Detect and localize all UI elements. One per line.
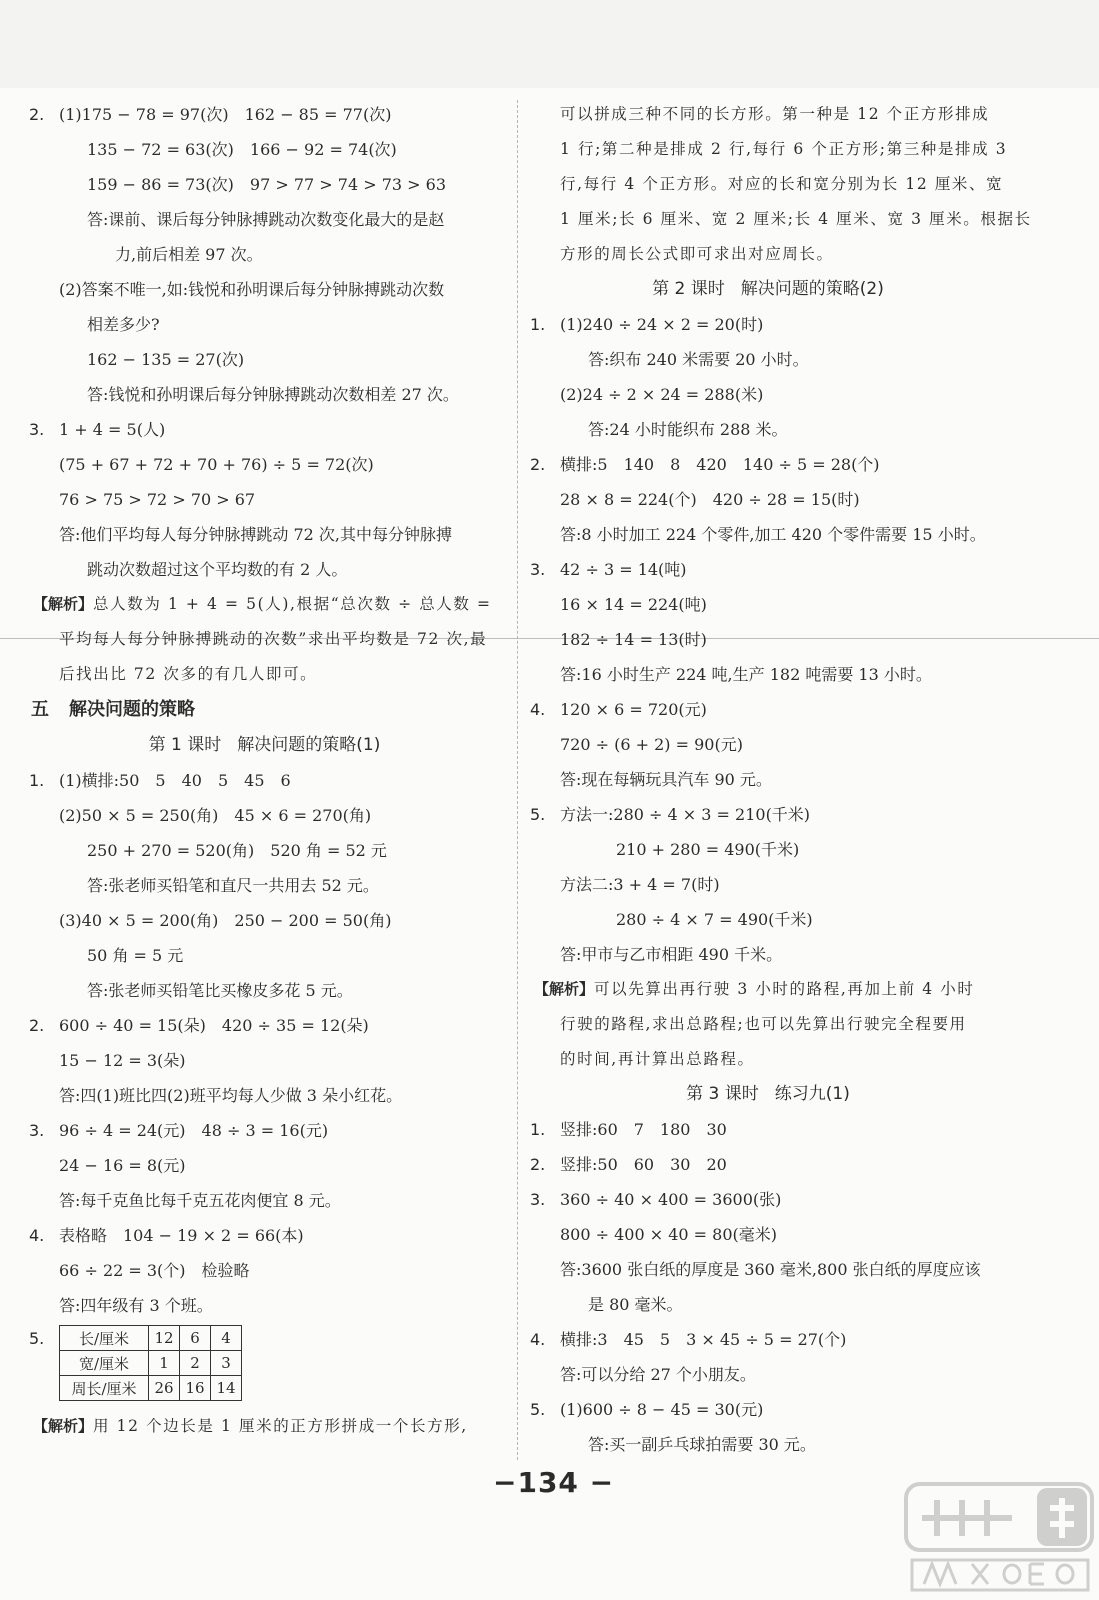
analysis-text: 后找出比 72 次多的有几人即可。 <box>59 665 318 683</box>
problem-line <box>528 1147 1008 1182</box>
answer-line <box>27 1078 502 1113</box>
line-text: 答:张老师买铅笔和直尺一共用去 52 元。 <box>87 876 379 895</box>
line-text: 答:张老师买铅笔比买橡皮多花 5 元。 <box>87 981 353 1000</box>
problem-line <box>528 447 1008 482</box>
answer-line <box>528 937 1008 972</box>
lesson-title <box>528 1077 1008 1112</box>
problem-line <box>528 1112 1008 1147</box>
answer-line <box>528 412 1008 447</box>
line-text: 135 − 72 = 63(次) 166 − 92 = 74(次) <box>87 140 397 159</box>
lesson-name: 解决问题的策略(1) <box>237 735 381 755</box>
analysis-text: 可以先算出再行驶 3 小时的路程,再加上前 4 小时 <box>594 980 975 998</box>
page-top-margin <box>0 0 1099 88</box>
problem-line <box>528 1182 1008 1217</box>
problem-number: 4. <box>29 1226 45 1245</box>
problem-number: 5. <box>530 805 546 824</box>
problem-number: 2. <box>530 455 546 474</box>
line-text: 竖排:60 7 180 30 <box>560 1120 727 1139</box>
table-cell: 4 <box>211 1326 242 1351</box>
line-text: (1)横排:50 5 40 5 45 6 <box>59 771 291 790</box>
table-row <box>60 1326 242 1351</box>
problem-line <box>27 412 502 447</box>
analysis-text: 的时间,再计算出总路程。 <box>560 1050 755 1068</box>
line-text: 28 × 8 = 224(个) 420 ÷ 28 = 15(时) <box>560 490 860 509</box>
line-text: 50 角 = 5 元 <box>87 946 184 965</box>
problem-line <box>27 97 502 132</box>
answer-line <box>528 342 1008 377</box>
answer-line <box>27 1253 502 1288</box>
section-title-text: 解决问题的策略 <box>69 699 195 720</box>
lesson-title <box>528 272 1008 307</box>
line-text: (1)600 ÷ 8 − 45 = 30(元) <box>560 1400 764 1419</box>
table-header-cell: 周长/厘米 <box>60 1376 149 1401</box>
analysis-text: 用 12 个边长是 1 厘米的正方形拼成一个长方形, <box>93 1417 468 1435</box>
line-text: 答:织布 240 米需要 20 小时。 <box>588 350 809 369</box>
answer-line <box>27 938 502 973</box>
line-text: 76 > 75 > 72 > 70 > 67 <box>59 490 256 509</box>
problem-line <box>528 797 1008 832</box>
answer-line <box>27 833 502 868</box>
problem-number: 2. <box>29 1016 45 1035</box>
analysis-line <box>528 237 1008 272</box>
analysis-line <box>528 1042 1008 1077</box>
analysis-line <box>27 657 502 692</box>
analysis-tag: 【解析】 <box>33 595 94 613</box>
analysis-line <box>528 1007 1008 1042</box>
answer-line <box>27 517 502 552</box>
answer-line <box>27 798 502 833</box>
line-text: 15 − 12 = 3(朵) <box>59 1051 186 1070</box>
problem-line <box>27 1218 502 1253</box>
perimeter-table <box>59 1325 242 1401</box>
answer-line <box>27 342 502 377</box>
problem-line <box>528 1322 1008 1357</box>
analysis-text: 1 行;第二种是排成 2 行,每行 6 个正方形;第三种是排成 3 <box>560 140 1008 158</box>
answer-line <box>528 1217 1008 1252</box>
line-text: (75 + 67 + 72 + 70 + 76) ÷ 5 = 72(次) <box>59 455 374 474</box>
problem-line <box>27 1113 502 1148</box>
line-text: 答:24 小时能织布 288 米。 <box>588 420 788 439</box>
line-text: 答:课前、课后每分钟脉搏跳动次数变化最大的是赵 <box>87 210 445 229</box>
line-text: (3)40 × 5 = 200(角) 250 − 200 = 50(角) <box>59 911 392 930</box>
answer-line <box>27 272 502 307</box>
analysis-line <box>27 622 502 657</box>
line-text: 159 − 86 = 73(次) 97 > 77 > 74 > 73 > 63 <box>87 175 447 194</box>
analysis-text: 1 厘米;长 6 厘米、宽 2 厘米;长 4 厘米、宽 3 厘米。根据长 <box>560 210 1032 228</box>
line-text: (2)答案不唯一,如:钱悦和孙明课后每分钟脉搏跳动次数 <box>59 280 445 299</box>
line-text: 250 + 270 = 520(角) 520 角 = 52 元 <box>87 841 387 860</box>
answer-line <box>27 132 502 167</box>
answer-line <box>27 307 502 342</box>
analysis-line <box>528 132 1008 167</box>
line-text: (2)24 ÷ 2 × 24 = 288(米) <box>560 385 764 404</box>
watermark-logo <box>902 1478 1097 1596</box>
problem-number: 4. <box>530 1330 546 1349</box>
answer-line <box>27 1043 502 1078</box>
section-number: 五 <box>31 699 49 720</box>
table-header-cell: 长/厘米 <box>60 1326 149 1351</box>
line-text: 是 80 毫米。 <box>588 1295 683 1314</box>
line-text: 竖排:50 60 30 20 <box>560 1155 727 1174</box>
line-text: 答:四(1)班比四(2)班平均每人少做 3 朵小红花。 <box>59 1086 403 1105</box>
answer-line <box>27 973 502 1008</box>
lesson-name: 解决问题的策略(2) <box>740 279 884 299</box>
line-text: 600 ÷ 40 = 15(朵) 420 ÷ 35 = 12(朵) <box>59 1016 369 1035</box>
table-cell: 3 <box>211 1351 242 1376</box>
line-text: 答:甲市与乙市相距 490 千米。 <box>560 945 783 964</box>
line-text: 16 × 14 = 224(吨) <box>560 595 707 614</box>
line-text: 360 ÷ 40 × 400 = 3600(张) <box>560 1190 782 1209</box>
line-text: 答:可以分给 27 个小朋友。 <box>560 1365 756 1384</box>
line-text: 力,前后相差 97 次。 <box>115 245 263 264</box>
table-row <box>60 1376 242 1401</box>
analysis-text: 平均每人每分钟脉搏跳动的次数”求出平均数是 72 次,最 <box>59 630 488 648</box>
answer-line <box>27 552 502 587</box>
answer-line <box>27 903 502 938</box>
line-text: 表格略 104 − 19 × 2 = 66(本) <box>59 1226 304 1245</box>
line-text: 1 + 4 = 5(人) <box>59 420 166 439</box>
line-text: (1)175 − 78 = 97(次) 162 − 85 = 77(次) <box>59 105 392 124</box>
answer-line <box>528 762 1008 797</box>
line-text: 答:3600 张白纸的厚度是 360 毫米,800 张白纸的厚度应该 <box>560 1260 981 1279</box>
line-text: 答:每千克鱼比每千克五花肉便宜 8 元。 <box>59 1191 341 1210</box>
problem-number: 1. <box>530 315 546 334</box>
analysis-tag: 【解析】 <box>33 1417 94 1435</box>
problem-line <box>528 307 1008 342</box>
table-row <box>60 1351 242 1376</box>
analysis-text: 方形的周长公式即可求出对应周长。 <box>560 245 834 263</box>
analysis-text: 行,每行 4 个正方形。对应的长和宽分别为长 12 厘米、宽 <box>560 175 1004 193</box>
answer-line <box>528 1427 1008 1462</box>
line-text: 96 ÷ 4 = 24(元) 48 ÷ 3 = 16(元) <box>59 1121 329 1140</box>
line-text: 答:现在每辆玩具汽车 90 元。 <box>560 770 772 789</box>
table-cell: 6 <box>180 1326 211 1351</box>
answer-line <box>27 237 502 272</box>
lesson-number: 第 3 课时 <box>686 1084 759 1104</box>
answer-line <box>27 1288 502 1323</box>
table-cell: 1 <box>149 1351 180 1376</box>
line-text: 182 ÷ 14 = 13(时) <box>560 630 707 649</box>
line-text: 方法一:280 ÷ 4 × 3 = 210(千米) <box>560 805 811 824</box>
answer-line <box>528 657 1008 692</box>
line-text: 280 ÷ 4 × 7 = 490(千米) <box>616 910 813 929</box>
analysis-line <box>27 587 502 622</box>
answer-line <box>27 1148 502 1183</box>
right-column <box>528 97 1032 1462</box>
line-text: 720 ÷ (6 + 2) = 90(元) <box>560 735 743 754</box>
line-text: 答:16 小时生产 224 吨,生产 182 吨需要 13 小时。 <box>560 665 932 684</box>
answer-line <box>528 1287 1008 1322</box>
column-divider <box>517 100 518 1460</box>
answer-line <box>27 167 502 202</box>
left-column <box>27 97 502 1444</box>
problem-line <box>528 692 1008 727</box>
line-text: 66 ÷ 22 = 3(个) 检验略 <box>59 1261 250 1280</box>
analysis-line <box>528 202 1032 237</box>
line-text: 120 × 6 = 720(元) <box>560 700 707 719</box>
answer-line <box>27 868 502 903</box>
answer-line <box>528 867 1008 902</box>
answer-line <box>27 482 502 517</box>
line-text: 方法二:3 + 4 = 7(时) <box>560 875 720 894</box>
problem-number: 5. <box>530 1400 546 1419</box>
line-text: 相差多少? <box>87 315 160 334</box>
answer-line <box>528 482 1008 517</box>
lesson-name: 练习九(1) <box>774 1084 850 1104</box>
problem-line <box>528 1392 1008 1427</box>
answer-line <box>27 202 502 237</box>
line-text: 答:他们平均每人每分钟脉搏跳动 72 次,其中每分钟脉搏 <box>59 525 453 544</box>
problem-line <box>27 1008 502 1043</box>
section-title <box>27 692 502 728</box>
line-text: 跳动次数超过这个平均数的有 2 人。 <box>87 560 348 579</box>
line-text: 答:买一副乒乓球拍需要 30 元。 <box>588 1435 816 1454</box>
answer-line <box>528 622 1008 657</box>
table-cell: 12 <box>149 1326 180 1351</box>
problem-5-table-block <box>27 1325 502 1409</box>
line-text: 800 ÷ 400 × 40 = 80(毫米) <box>560 1225 778 1244</box>
analysis-text: 行驶的路程,求出总路程;也可以先算出行驶完全程要用 <box>560 1015 967 1033</box>
table-cell: 26 <box>149 1376 180 1401</box>
line-text: (2)50 × 5 = 250(角) 45 × 6 = 270(角) <box>59 806 372 825</box>
answer-line <box>528 902 1008 937</box>
problem-number: 2. <box>530 1155 546 1174</box>
answer-line <box>528 587 1008 622</box>
analysis-line <box>528 972 1008 1007</box>
table-cell: 14 <box>211 1376 242 1401</box>
lesson-title <box>27 728 502 763</box>
answer-line <box>528 377 1008 412</box>
line-text: 答:钱悦和孙明课后每分钟脉搏跳动次数相差 27 次。 <box>87 385 459 404</box>
answer-line <box>528 832 1008 867</box>
line-text: (1)240 ÷ 24 × 2 = 20(时) <box>560 315 764 334</box>
problem-number: 3. <box>530 1190 546 1209</box>
analysis-tag: 【解析】 <box>534 980 595 998</box>
problem-line <box>27 763 502 798</box>
page-number: −134 − <box>493 1466 615 1499</box>
line-text: 210 + 280 = 490(千米) <box>616 840 800 859</box>
line-text: 横排:3 45 5 3 × 45 ÷ 5 = 27(个) <box>560 1330 847 1349</box>
answer-line <box>528 1252 1008 1287</box>
line-text: 42 ÷ 3 = 14(吨) <box>560 560 687 579</box>
analysis-text: 可以拼成三种不同的长方形。第一种是 12 个正方形排成 <box>560 105 990 123</box>
problem-number: 3. <box>29 1121 45 1140</box>
answer-line <box>528 517 1008 552</box>
analysis-line <box>528 97 1008 132</box>
answer-line <box>27 1183 502 1218</box>
line-text: 答:四年级有 3 个班。 <box>59 1296 213 1315</box>
line-text: 答:8 小时加工 224 个零件,加工 420 个零件需要 15 小时。 <box>560 525 986 544</box>
line-text: 24 − 16 = 8(元) <box>59 1156 186 1175</box>
lesson-number: 第 1 课时 <box>148 735 222 755</box>
table-cell: 2 <box>180 1351 211 1376</box>
table-cell: 16 <box>180 1376 211 1401</box>
answer-line <box>528 727 1008 762</box>
problem-number: 1. <box>29 771 45 790</box>
problem-number: 2. <box>29 105 45 124</box>
analysis-text: 总人数为 1 + 4 = 5(人),根据“总次数 ÷ 总人数 = <box>93 595 492 613</box>
analysis-line <box>27 1409 502 1444</box>
problem-line <box>528 552 1008 587</box>
analysis-line <box>528 167 1008 202</box>
problem-number: 5. <box>29 1329 45 1348</box>
table-header-cell: 宽/厘米 <box>60 1351 149 1376</box>
problem-number: 4. <box>530 700 546 719</box>
problem-number: 3. <box>29 420 45 439</box>
answer-line <box>528 1357 1008 1392</box>
problem-number: 3. <box>530 560 546 579</box>
line-text: 162 − 135 = 27(次) <box>87 350 245 369</box>
answer-line <box>27 447 502 482</box>
lesson-number: 第 2 课时 <box>652 279 725 299</box>
line-text: 横排:5 140 8 420 140 ÷ 5 = 28(个) <box>560 455 880 474</box>
answer-line <box>27 377 502 412</box>
problem-number: 1. <box>530 1120 546 1139</box>
